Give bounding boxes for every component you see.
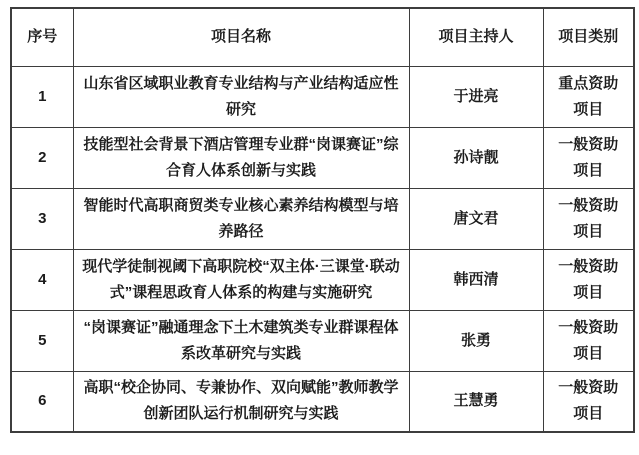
cell-row-number: 1 [11, 66, 73, 127]
cell-project-category: 一般资助项目 [543, 249, 634, 310]
table-row [11, 127, 634, 188]
table-row [11, 371, 634, 432]
table-row [11, 310, 634, 371]
header-project-category: 项目类别 [543, 8, 634, 66]
cell-project-name: 山东省区域职业教育专业结构与产业结构适应性研究 [73, 66, 409, 127]
cell-row-number: 5 [11, 310, 73, 371]
cell-project-leader: 于进亮 [409, 66, 543, 127]
header-project-name: 项目名称 [73, 8, 409, 66]
cell-project-leader: 唐文君 [409, 188, 543, 249]
cell-project-name: 现代学徒制视阈下高职院校“双主体·三课堂·联动式”课程思政育人体系的构建与实施研究 [73, 249, 409, 310]
cell-project-leader: 韩西清 [409, 249, 543, 310]
cell-project-leader: 张勇 [409, 310, 543, 371]
cell-project-category: 一般资助项目 [543, 371, 634, 432]
header-project-leader: 项目主持人 [409, 8, 543, 66]
cell-project-leader: 孙诗靓 [409, 127, 543, 188]
cell-project-category: 重点资助项目 [543, 66, 634, 127]
projects-table [10, 7, 635, 433]
header-no: 序号 [11, 8, 73, 66]
table-row [11, 249, 634, 310]
cell-project-leader: 王慧勇 [409, 371, 543, 432]
table-row [11, 66, 634, 127]
cell-project-name: 技能型社会背景下酒店管理专业群“岗课赛证”综合育人体系创新与实践 [73, 127, 409, 188]
table-header-row [11, 8, 634, 66]
table-row [11, 188, 634, 249]
cell-row-number: 4 [11, 249, 73, 310]
cell-row-number: 6 [11, 371, 73, 432]
cell-project-name: “岗课赛证”融通理念下土木建筑类专业群课程体系改革研究与实践 [73, 310, 409, 371]
cell-project-category: 一般资助项目 [543, 127, 634, 188]
cell-row-number: 3 [11, 188, 73, 249]
cell-row-number: 2 [11, 127, 73, 188]
cell-project-category: 一般资助项目 [543, 310, 634, 371]
cell-project-name: 智能时代高职商贸类专业核心素养结构模型与培养路径 [73, 188, 409, 249]
cell-project-name: 高职“校企协同、专兼协作、双向赋能”教师教学创新团队运行机制研究与实践 [73, 371, 409, 432]
cell-project-category: 一般资助项目 [543, 188, 634, 249]
